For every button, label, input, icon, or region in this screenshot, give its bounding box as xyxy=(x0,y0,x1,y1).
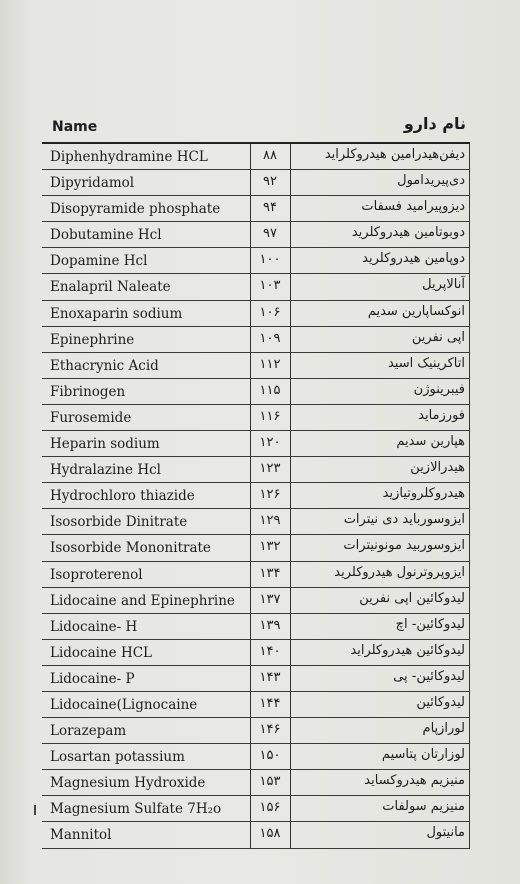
table-row xyxy=(42,222,469,248)
table-row xyxy=(42,666,469,692)
drug-name-fa: لیدوکائین هیدروکلراید xyxy=(350,642,465,658)
table-row xyxy=(42,353,469,379)
drug-name-en: Disopyramide phosphate xyxy=(50,201,221,218)
table-row xyxy=(42,248,469,274)
drug-name-fa: لیدوکائین xyxy=(416,694,465,710)
page-number: ۱۴۰ xyxy=(259,643,281,659)
table-row xyxy=(42,196,469,222)
drug-name-en: Diphenhydramine HCL xyxy=(50,149,208,165)
drug-name-en: Dopamine Hcl xyxy=(50,253,148,270)
drug-name-fa: ایزوپروترنول هیدروکلرید xyxy=(334,564,465,580)
table-row xyxy=(42,614,469,640)
page-number: ۹۴ xyxy=(263,200,277,216)
page-number: ۱۳۲ xyxy=(259,539,281,555)
page-number: ۱۵۰ xyxy=(259,748,281,764)
page-number: ۱۲۰ xyxy=(259,435,281,451)
page-number: ۱۴۶ xyxy=(259,722,281,738)
drug-name-fa: دیفن‌هیدرامین هیدروکلراید xyxy=(324,147,465,162)
drug-name-fa: دوپامین هیدروکلرید xyxy=(362,251,465,267)
page-number: ۱۳۷ xyxy=(259,591,281,607)
table-header xyxy=(42,112,470,144)
drug-name-fa: فورزماید xyxy=(418,407,465,423)
table-row xyxy=(42,301,469,327)
drug-name-en: Lidocaine(Lignocaine xyxy=(50,696,198,713)
drug-name-en: Fibrinogen xyxy=(50,383,126,400)
page-number: ۹۲ xyxy=(263,174,277,190)
drug-name-fa: دی‌پیریدامول xyxy=(397,173,465,189)
column-divider-right xyxy=(290,144,291,849)
table-row xyxy=(42,405,469,431)
drug-name-en: Heparin sodium xyxy=(50,436,160,453)
drug-name-en: Lidocaine HCL xyxy=(50,644,153,661)
table-row xyxy=(42,144,469,170)
page-number: ۱۵۸ xyxy=(259,826,281,842)
drug-name-fa: اتاکرینیک اسید xyxy=(387,355,465,371)
table-row xyxy=(42,274,469,300)
drug-name-en: Hydralazine Hcl xyxy=(50,462,161,479)
table-row xyxy=(42,770,469,796)
drug-name-en: Isosorbide Dinitrate xyxy=(50,514,188,531)
table-row xyxy=(42,718,469,744)
page-number: ۱۰۶ xyxy=(259,304,281,320)
page-number: ۸۸ xyxy=(263,148,277,163)
drug-name-fa: دیزوپیرامید فسفات xyxy=(361,199,465,215)
drug-name-fa: هپارین سدیم xyxy=(396,434,465,450)
drug-name-en: Dipyridamol xyxy=(50,175,135,192)
page-number: ۱۳۴ xyxy=(259,565,281,581)
drug-name-en: Lidocaine and Epinephrine xyxy=(50,592,235,609)
page-number: ۱۵۳ xyxy=(259,774,281,790)
table-row xyxy=(42,379,469,405)
page-number: ۱۴۳ xyxy=(259,669,281,685)
drug-name-fa: فیبرینوژن xyxy=(413,381,465,397)
table-row xyxy=(42,640,469,666)
column-divider-left xyxy=(250,144,251,849)
drug-index-table xyxy=(42,112,470,849)
drug-name-en: Hydrochloro thiazide xyxy=(50,488,195,505)
drug-name-en: Ethacrynic Acid xyxy=(50,357,159,374)
margin-mark xyxy=(34,805,36,815)
page-number: ۱۱۶ xyxy=(259,408,281,424)
table-row xyxy=(42,509,469,535)
table-row xyxy=(42,692,469,718)
table-row xyxy=(42,457,469,483)
drug-name-fa: مانیتول xyxy=(426,825,465,841)
page-number: ۹۷ xyxy=(263,226,277,242)
table-row xyxy=(42,744,469,770)
drug-name-en: Magnesium Sulfate 7H₂o xyxy=(50,801,222,818)
page-number: ۱۰۹ xyxy=(259,330,281,346)
drug-name-en: Lidocaine- P xyxy=(50,670,135,687)
page-number: ۱۱۲ xyxy=(259,356,281,372)
page-number: ۱۰۳ xyxy=(259,278,281,294)
page-number: ۱۵۶ xyxy=(259,800,281,816)
drug-name-en: Mannitol xyxy=(50,827,112,844)
drug-name-fa: منیزیم سولفات xyxy=(382,799,465,815)
drug-name-fa: دوبوتامین هیدروکلرید xyxy=(351,225,465,241)
table-row xyxy=(42,796,469,822)
page-number: ۱۴۴ xyxy=(259,695,281,711)
header-name-en: Name xyxy=(52,119,98,135)
drug-name-fa: لیدوکائین- پی xyxy=(393,668,465,684)
drug-name-fa: لیدوکائین- اچ xyxy=(395,616,465,632)
page-number: ۱۰۰ xyxy=(259,252,281,268)
table-row xyxy=(42,431,469,457)
drug-name-fa: لوزارتان پتاسیم xyxy=(381,747,465,763)
table-row xyxy=(42,535,469,561)
table-row xyxy=(42,483,469,509)
drug-name-en: Furosemide xyxy=(50,409,132,426)
page-number: ۱۲۶ xyxy=(259,487,281,503)
drug-name-en: Isosorbide Mononitrate xyxy=(50,540,211,557)
drug-name-en: Enalapril Naleate xyxy=(50,279,171,296)
drug-name-fa: لورازپام xyxy=(422,721,465,737)
drug-name-fa: اپی نفرین xyxy=(411,329,465,345)
table-body xyxy=(42,144,470,849)
table-row xyxy=(42,327,469,353)
drug-name-en: Isoproterenol xyxy=(50,566,143,583)
drug-name-en: Magnesium Hydroxide xyxy=(50,775,206,792)
drug-name-en: Epinephrine xyxy=(50,331,135,348)
drug-name-en: Enoxaparin sodium xyxy=(50,305,183,322)
drug-name-fa: لیدوکائین اپی نفرین xyxy=(359,590,465,606)
drug-name-fa: ایزوسورباید دی نیترات xyxy=(343,512,465,528)
page-number: ۱۱۵ xyxy=(259,382,281,398)
drug-name-en: Dobutamine Hcl xyxy=(50,227,162,244)
drug-name-fa: آنالاپریل xyxy=(422,277,465,293)
page-number: ۱۲۳ xyxy=(259,461,281,477)
table-row xyxy=(42,562,469,588)
page-number: ۱۲۹ xyxy=(259,513,281,529)
table-row xyxy=(42,588,469,614)
page-number: ۱۳۹ xyxy=(259,617,281,633)
drug-name-en: Lidocaine- H xyxy=(50,618,138,635)
drug-name-fa: هیدروکلروتیازید xyxy=(382,486,465,502)
drug-name-fa: منیزیم هیدروکساید xyxy=(364,773,465,789)
drug-name-fa: ایزوسوربید مونونیترات xyxy=(343,538,465,554)
drug-name-fa: هیدرالازین xyxy=(410,460,465,476)
drug-name-en: Losartan potassium xyxy=(50,749,185,766)
drug-name-en: Lorazepam xyxy=(50,723,127,740)
drug-name-fa: انوکساپارین سدیم xyxy=(367,303,465,319)
header-name-fa: نام دارو xyxy=(403,114,466,133)
table-row xyxy=(42,170,469,196)
table-row xyxy=(42,822,469,848)
